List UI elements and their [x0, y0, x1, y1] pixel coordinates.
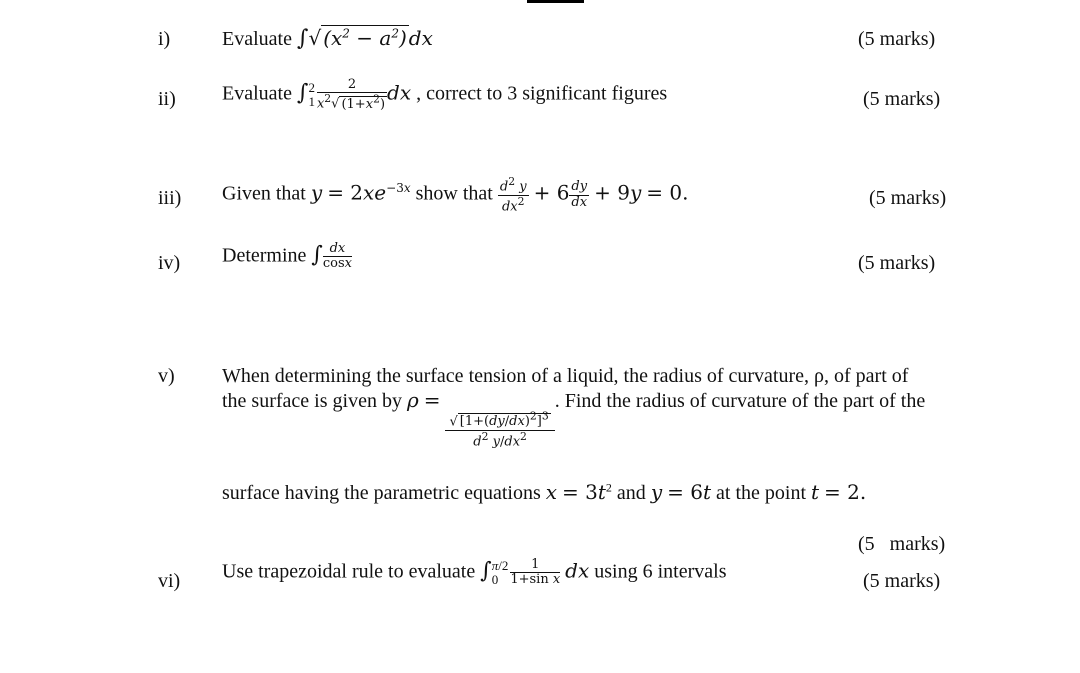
question-number: i): [158, 28, 171, 50]
question-number: iii): [158, 187, 182, 209]
question-text: Determine ∫ $\frac{dx}{\cos x}$: [222, 241, 352, 272]
question-line-2-tail: . Find the radius of curvature of the part of the: [554, 390, 926, 412]
question-number: ii): [158, 88, 176, 110]
question-lead: Evaluate: [222, 28, 292, 50]
question-line-3-lead: surface having the parametric equations: [222, 482, 541, 504]
question-line-3: surface having the parametric equations $x = 3t^2$ and y = 6t at the point t = 2.: [222, 480, 867, 504]
question-tail: using 6 intervals: [594, 560, 727, 583]
question-line-2: the surface is given by ρ = $\frac{√ [1+(dy/dx)^2]^3}{d^2 y/dx^2}$ . Find the radius of curvature of the part of the: [222, 388, 926, 449]
marks-label: (5 marks): [863, 88, 941, 110]
question-number: v): [158, 365, 175, 387]
question-text: Evaluate ∫√ $(x^2 - a^2)$ dx: [222, 26, 433, 51]
question-text: Evaluate ∫2 1 $\frac{2}{x^2√ (1+x^2)}$ dx , correct to 3 significant figures: [222, 77, 668, 112]
marks-label: (5 marks): [858, 28, 936, 50]
question-mid: show that: [415, 182, 493, 205]
question-text: Use trapezoidal rule to evaluate ∫π/2 0 $\frac{1}{\text{1+sin x}}$ dx using 6 intervals: [222, 557, 727, 588]
marks-label: (5 marks): [869, 187, 947, 209]
question-lead: Evaluate: [222, 82, 292, 105]
question-number: iv): [158, 252, 181, 274]
question-tail: , correct to 3 significant figures: [416, 82, 668, 105]
question-line-1: When determining the surface tension of a liquid, the radius of curvature, ρ, of part of: [222, 365, 909, 387]
question-line-2-lead: the surface is given by: [222, 390, 402, 412]
marks-label: (5 marks): [858, 252, 936, 274]
top-rule: [527, 0, 584, 3]
question-lead: Given that: [222, 182, 306, 205]
question-lead: Use trapezoidal rule to evaluate: [222, 560, 476, 583]
question-line-3-and: and: [616, 482, 646, 504]
marks-label: (5 marks): [863, 570, 941, 592]
question-text: Given that $y = 2xe^{-3x}$ show that $\frac{d^2 y}{dx^2}$ + 6 $\frac{dy}{dx}$ + 9y = 0.: [222, 175, 689, 214]
question-line-3-at: at the point: [716, 482, 806, 504]
question-number: vi): [158, 570, 181, 592]
question-lead: Determine: [222, 244, 307, 267]
marks-label: (5 marks): [858, 533, 946, 555]
